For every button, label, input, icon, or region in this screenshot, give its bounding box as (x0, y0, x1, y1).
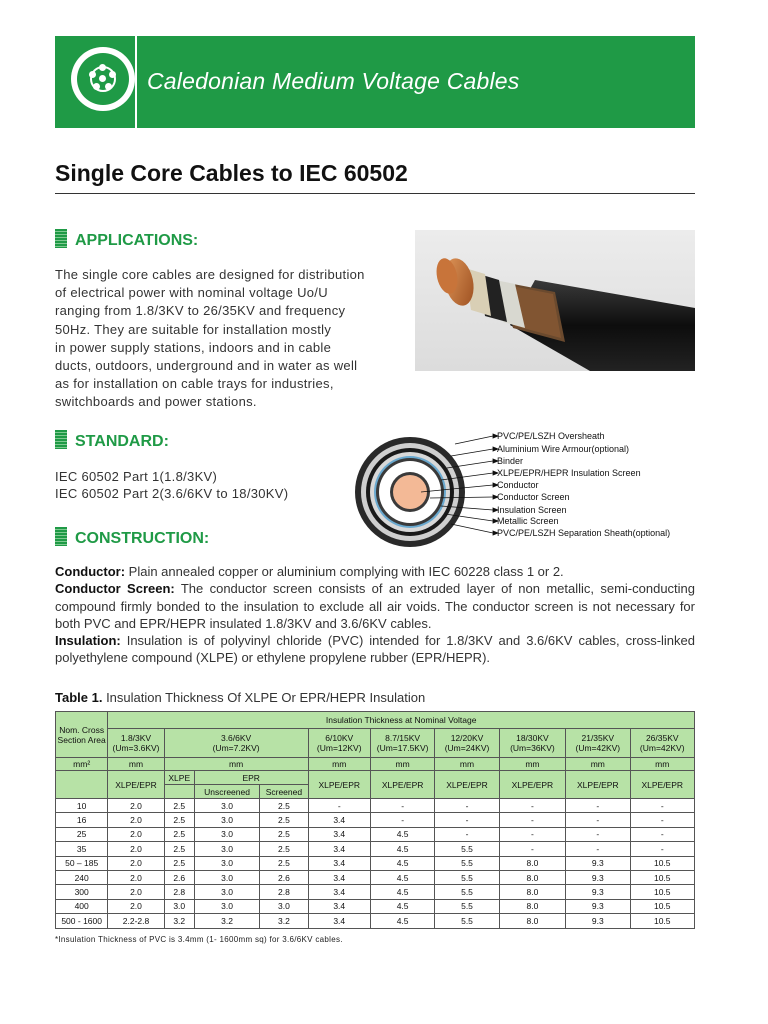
table-row: 25 2.0 2.5 3.0 2.5 3.4 4.5 - - - - (56, 827, 695, 841)
header-blank (164, 785, 194, 799)
section-marker-icon (55, 527, 67, 546)
table-row: 240 2.0 2.6 3.0 2.6 3.4 4.5 5.5 8.0 9.3 10.5 (56, 870, 695, 884)
table-caption: Table 1. Insulation Thickness Of XLPE Or EPR/HEPR Insulation (55, 690, 426, 705)
table-row: 10 2.0 2.5 3.0 2.5 - - - - - - (56, 799, 695, 813)
table-footnote: *Insulation Thickness of PVC is 3.4mm (1- 1600mm sq) for 3.6/6KV cables. (55, 935, 343, 944)
table-row: 300 2.0 2.8 3.0 2.8 3.4 4.5 5.5 8.0 9.3 10.5 (56, 885, 695, 899)
header-unit: mm (566, 758, 630, 771)
section-marker-icon (55, 229, 67, 248)
header-material: XLPE/EPR (370, 771, 434, 799)
table-row: 16 2.0 2.5 3.0 2.5 3.4 - - - - - (56, 813, 695, 827)
header-banner (55, 36, 695, 128)
header-unit: mm (164, 758, 308, 771)
construction-heading: CONSTRUCTION: (55, 527, 209, 548)
header-material: XLPE/EPR (630, 771, 695, 799)
header-material: XLPE/EPR (308, 771, 370, 799)
banner-divider (135, 36, 137, 128)
header-voltage: 3.6/6KV (Um=7.2KV) (164, 729, 308, 758)
header-material: EPR (194, 771, 308, 785)
cable-cross-section-diagram (355, 428, 700, 550)
header-unscreened: Unscreened (194, 785, 259, 799)
table-row: 500 - 1600 2.2-2.8 3.2 3.2 3.2 3.4 4.5 5.5 8.0 9.3 10.5 (56, 914, 695, 928)
header-voltage: 18/30KV (Um=36KV) (499, 729, 565, 758)
diagram-label: Metallic Screen (497, 516, 559, 526)
header-unit: mm² (56, 758, 108, 771)
header-unit: mm (308, 758, 370, 771)
header-group: Insulation Thickness at Nominal Voltage (108, 712, 695, 729)
header-unit: mm (108, 758, 164, 771)
header-voltage: 8.7/15KV (Um=17.5KV) (370, 729, 434, 758)
applications-text: The single core cables are designed for distribution of electrical power with nominal voltage Uo/U ranging from 1.8/3KV to 26/35KV and frequency 50Hz. They are suitable for installation mostly in power supply stations, indoors and in cable ducts, outdoors, underground and in water as well as for installation on cable trays for industries, switchboards and power stations. (55, 267, 365, 410)
cable-photo (415, 230, 695, 371)
title-divider (55, 193, 695, 194)
header-voltage: 26/35KV (Um=42KV) (630, 729, 695, 758)
header-unit: mm (370, 758, 434, 771)
diagram-label: Binder (497, 456, 524, 466)
header-material: XLPE/EPR (499, 771, 565, 799)
insulation-thickness-table (55, 711, 695, 929)
standard-heading: STANDARD: (55, 430, 169, 451)
diagram-label: XLPE/EPR/HEPR Insulation Screen (497, 468, 641, 478)
header-material: XLPE (164, 771, 194, 785)
diagram-label: Aluminium Wire Armour(optional) (497, 444, 630, 454)
header-material: XLPE/EPR (435, 771, 499, 799)
table-row: 50 – 185 2.0 2.5 3.0 2.5 3.4 4.5 5.5 8.0 9.3 10.5 (56, 856, 695, 870)
header-voltage: 6/10KV (Um=12KV) (308, 729, 370, 758)
header-voltage: 21/35KV (Um=42KV) (566, 729, 630, 758)
header-unit: mm (630, 758, 695, 771)
header-unit: mm (499, 758, 565, 771)
brand-title: Caledonian Medium Voltage Cables (147, 68, 520, 94)
section-marker-icon (55, 430, 67, 449)
diagram-label: Conductor Screen (497, 492, 570, 502)
header-material: XLPE/EPR (108, 771, 164, 799)
table-row: 400 2.0 3.0 3.0 3.0 3.4 4.5 5.5 8.0 9.3 10.5 (56, 899, 695, 913)
standard-item: IEC 60502 Part 1(1.8/3KV) (55, 469, 218, 484)
header-nom-cross: Nom. Cross Section Area (56, 712, 108, 758)
diagram-label: PVC/PE/LSZH Oversheath (497, 431, 605, 441)
diagram-label: Insulation Screen (497, 505, 567, 515)
header-blank (56, 771, 108, 799)
applications-heading: APPLICATIONS: (55, 229, 198, 250)
diagram-label: Conductor (497, 480, 539, 490)
header-screened: Screened (260, 785, 308, 799)
header-voltage: 12/20KV (Um=24KV) (435, 729, 499, 758)
standard-item: IEC 60502 Part 2(3.6/6KV to 18/30KV) (55, 486, 289, 501)
header-unit: mm (435, 758, 499, 771)
page-title: Single Core Cables to IEC 60502 (55, 160, 408, 186)
header-voltage: 1.8/3KV (Um=3.6KV) (108, 729, 164, 758)
diagram-label: PVC/PE/LSZH Separation Sheath(optional) (497, 528, 671, 538)
cable-logo-icon (71, 47, 135, 111)
construction-text: Conductor: Plain annealed copper or aluminium complying with IEC 60228 class 1 or 2. Conductor Screen: The conductor screen consists of an extruded layer of non metallic, semi-conducting compound firmly bonded to the insulation to exclude all air voids. The conductor screen is not necessary for both PVC and EPR/HEPR insulated 1.8/3KV and 3.6/6KV cables. Insulation: Insulation is of polyvinyl chloride (PVC) intended for 1.8/3KV and 3.6/6KV cables, cross-linked polyethylene compound (XLPE) or ethylene propylene rubber (EPR/HEPR). (55, 564, 696, 666)
table-row: 35 2.0 2.5 3.0 2.5 3.4 4.5 5.5 - - - (56, 842, 695, 856)
header-material: XLPE/EPR (566, 771, 630, 799)
